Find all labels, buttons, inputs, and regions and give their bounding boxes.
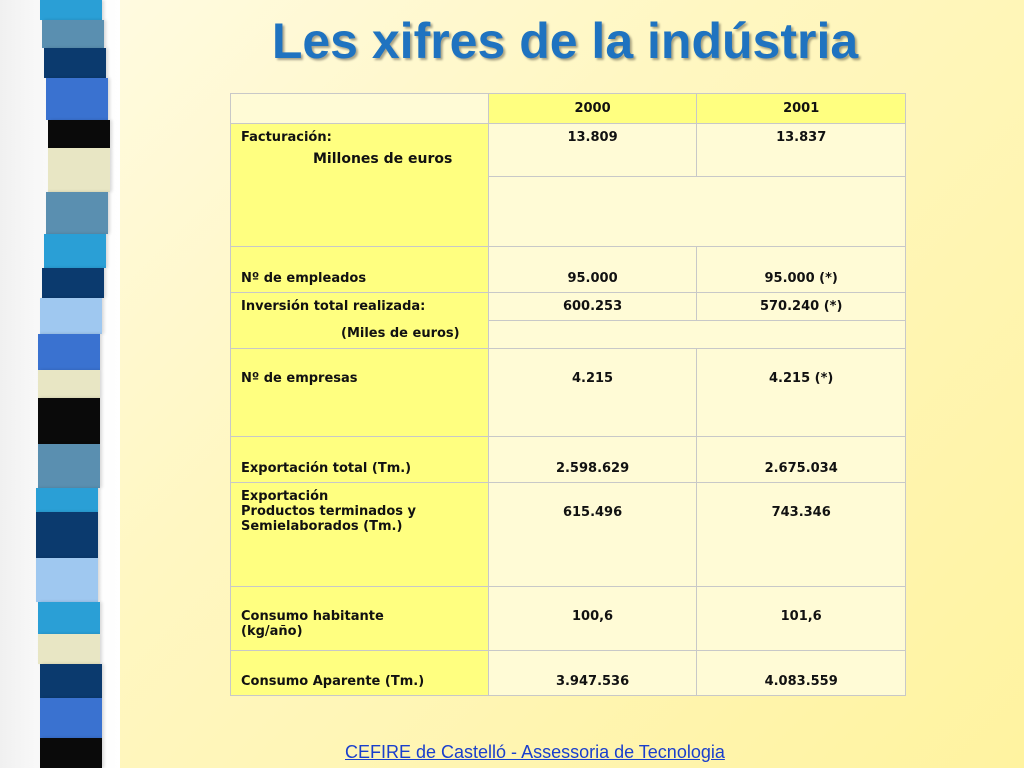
- exportacion-productos-label-1: Exportación: [241, 489, 329, 504]
- consumo-habitante-label-1: Consumo habitante: [241, 609, 384, 624]
- stripe: [48, 148, 110, 192]
- inversion-label-cell: [231, 293, 489, 349]
- empresas-2000: 4.215: [488, 349, 697, 437]
- exportacion-productos-label-2: Productos terminados y: [241, 504, 416, 519]
- inversion-2001: 570.240 (*): [759, 299, 843, 314]
- consumo-habitante-label-2: (kg/año): [241, 624, 303, 639]
- industry-figures-table: [230, 93, 906, 696]
- stripe: [36, 488, 98, 512]
- exportacion-productos-label-cell: [231, 483, 489, 587]
- header-corner-cell: [231, 94, 489, 124]
- empresas-2001: 4.215 (*): [697, 349, 906, 437]
- stripe: [38, 334, 100, 370]
- stripe: [42, 20, 104, 48]
- stripe: [40, 298, 102, 334]
- stripe: [36, 558, 98, 602]
- stripe: [36, 512, 98, 558]
- consumo-aparente-2000: 3.947.536: [488, 651, 697, 696]
- consumo-habitante-label-cell: [231, 587, 489, 651]
- empty-cell: [488, 321, 905, 349]
- empleados-label: Nº de empleados: [231, 247, 489, 293]
- table-row: [231, 651, 906, 696]
- header-2000: 2000: [488, 94, 697, 124]
- empresas-label: Nº de empresas: [231, 349, 489, 437]
- stripe: [38, 398, 100, 444]
- consumo-aparente-2001: 4.083.559: [697, 651, 906, 696]
- stripe: [40, 698, 102, 738]
- page-title: Les xifres de la indústria: [271, 13, 859, 69]
- facturacion-2000: 13.809: [567, 130, 618, 145]
- stripe: [40, 0, 102, 20]
- table-row: [231, 483, 906, 587]
- footer-link[interactable]: CEFIRE de Castelló - Assessoria de Tecnologia: [345, 742, 725, 762]
- consumo-aparente-label: Consumo Aparente (Tm.): [231, 651, 489, 696]
- consumo-habitante-2000: 100,6: [488, 587, 697, 651]
- stripe: [44, 234, 106, 268]
- table-row: [231, 124, 906, 177]
- inversion-label: Inversión total realizada:: [241, 299, 426, 314]
- stripe: [40, 738, 102, 768]
- facturacion-label: Facturación:: [241, 130, 332, 145]
- exportacion-productos-2001: 743.346: [697, 483, 906, 587]
- inversion-unit: (Miles de euros): [341, 326, 460, 341]
- exportacion-total-2001: 2.675.034: [697, 437, 906, 483]
- empty-cell: [488, 177, 905, 247]
- facturacion-2001: 13.837: [776, 130, 827, 145]
- empleados-2000: 95.000: [488, 247, 697, 293]
- exportacion-total-2000: 2.598.629: [488, 437, 697, 483]
- exportacion-productos-label-3: Semielaborados (Tm.): [241, 519, 403, 534]
- stripe: [48, 120, 110, 148]
- header-2001: 2001: [697, 94, 906, 124]
- table-row: [231, 247, 906, 293]
- stripe: [38, 634, 100, 664]
- exportacion-productos-2000: 615.496: [488, 483, 697, 587]
- table-row: [231, 349, 906, 437]
- table-header-row: [231, 94, 906, 124]
- consumo-habitante-2001: 101,6: [697, 587, 906, 651]
- stripe: [44, 48, 106, 78]
- stripe: [40, 664, 102, 698]
- empleados-2001: 95.000 (*): [697, 247, 906, 293]
- stripe: [42, 268, 104, 298]
- stripe: [46, 78, 108, 120]
- table-row: [231, 587, 906, 651]
- stripe: [38, 602, 100, 634]
- stripe: [38, 444, 100, 488]
- exportacion-total-label: Exportación total (Tm.): [231, 437, 489, 483]
- stripe: [38, 370, 100, 398]
- facturacion-label-cell: [231, 124, 489, 247]
- stripe: [46, 192, 108, 234]
- inversion-2000: 600.253: [562, 299, 623, 314]
- table-row: [231, 437, 906, 483]
- facturacion-unit: Millones de euros: [313, 151, 453, 167]
- decorative-stripe-bar: [0, 0, 120, 768]
- table-row: [231, 293, 906, 321]
